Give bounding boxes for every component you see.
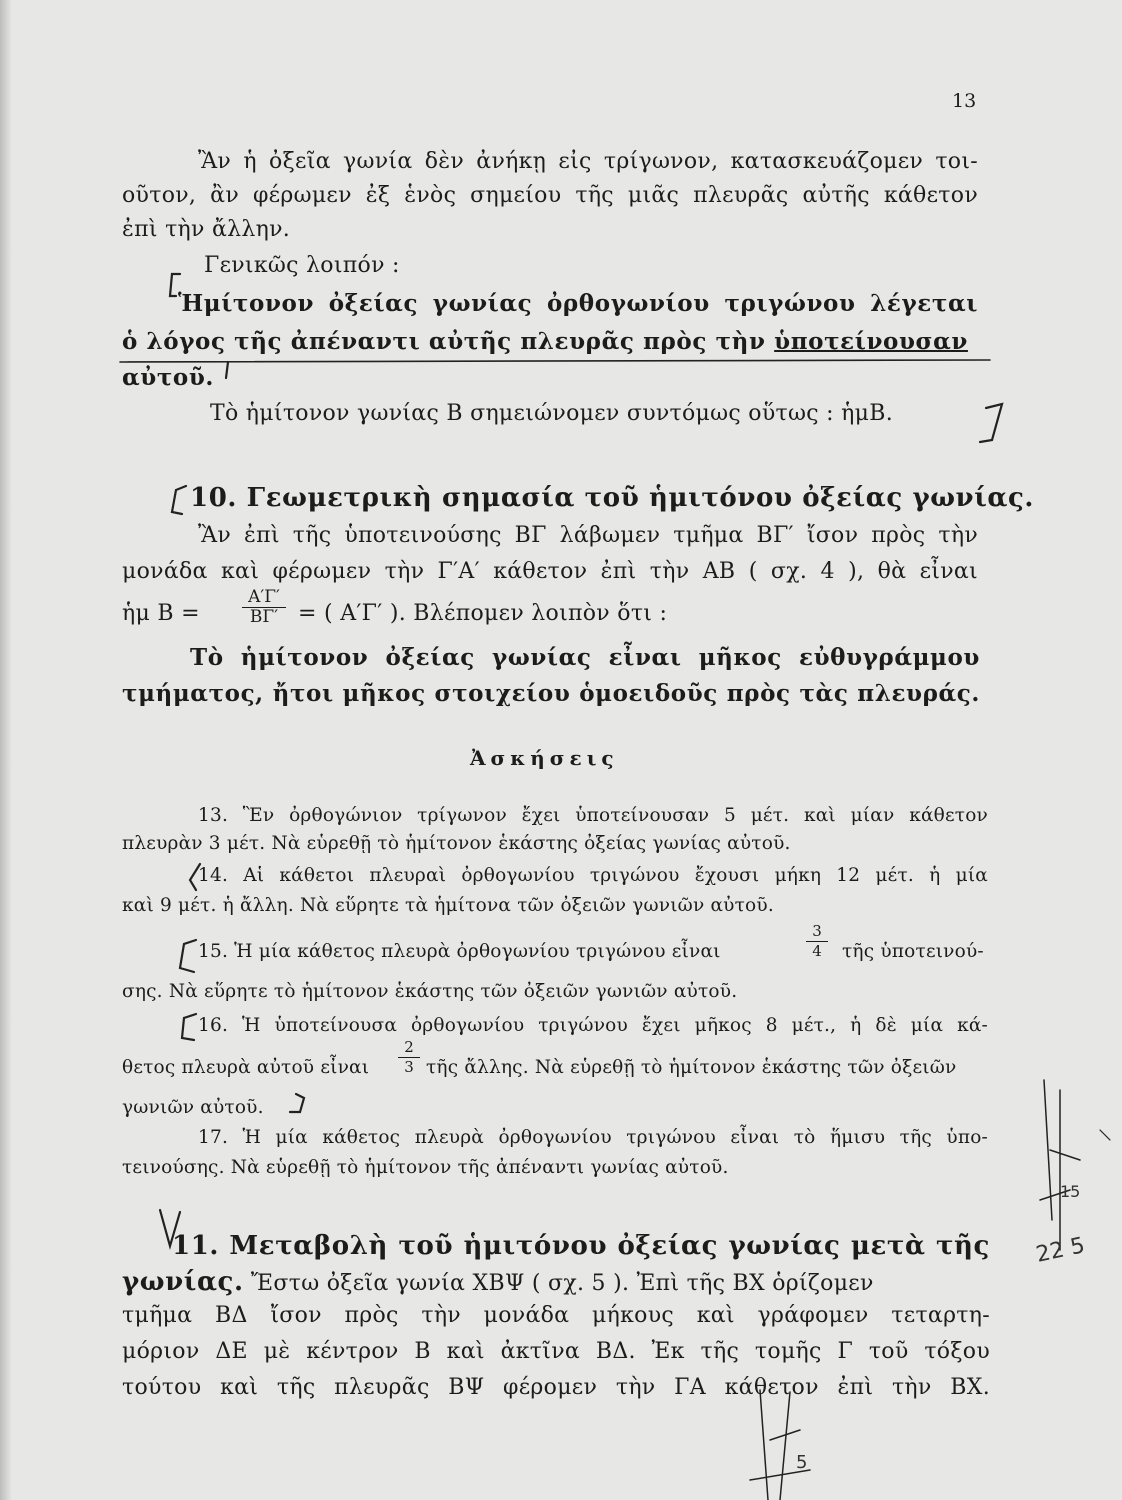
definition-line-2-text: ὁ λόγος τῆς ἀπέναντι αὐτῆς πλευρᾶς πρὸς τὴν [122,328,775,355]
exercise-16-line-2-end: τῆς ἄλλης. Νὰ εὑρεθῇ τὸ ἡμίτονον ἑκάστης τῶν ὀξειῶν [426,1057,957,1078]
bracket-mark-ex16-end [290,1094,304,1112]
notation-line: Τὸ ἡμίτονον γωνίας Β σημειώνομεν συντόμως οὕτως : ἡμΒ. [210,401,893,426]
scribble-right-margin [1040,1080,1080,1250]
intro-line-1: Ἂν ἡ ὀξεῖα γωνία δὲν ἀνήκῃ εἰς τρίγωνον, κατασκευάζομεν τοι- [198,149,978,174]
exercise-14-line-1: 14. Αἱ κάθετοι πλευραὶ ὀρθογωνίου τριγώνου ἔχουσι μήκη 12 μέτ. ἡ μία [198,865,988,886]
bracket-mark-ex14 [190,864,200,890]
exercise-13-line-1: 13. Ἓν ὀρθογώνιον τρίγωνον ἔχει ὑποτείνουσαν 5 μέτ. καὶ μίαν κάθετον [198,805,988,826]
underline-mark-definition [120,360,990,362]
scribble-bottom [750,1390,810,1500]
section-10-line-2: μονάδα καὶ φέρωμεν τὴν Γ′Α′ κάθετον ἐπὶ τὴν ΑΒ ( σχ. 4 ), θὰ εἶναι [122,559,978,584]
intro-line-3: ἐπὶ τὴν ἄλλην. [122,217,291,242]
section-11-line-2: τμῆμα ΒΔ ἴσον πρὸς τὴν μονάδα μήκους καὶ γράφομεν τεταρτη- [122,1303,990,1328]
margin-note-22-5: 22 5 [1033,1233,1088,1268]
ex15-denominator: 4 [812,942,822,960]
exercise-13-line-2: πλευρὰν 3 μέτ. Νὰ εὑρεθῇ τὸ ἡμίτονον ἑκάστης ὀξείας γωνίας αὐτοῦ. [122,833,791,854]
bracket-mark-definition [170,274,180,296]
bracket-mark-section-10 [172,486,186,514]
fraction-numerator: Α′Γ′ [248,587,280,607]
definition-line-3: αὐτοῦ. [122,364,215,391]
section-11-line-1-text: Ἔστω ὀξεῖα γωνία ΧΒΨ ( σχ. 5 ). Ἐπὶ τῆς ΒΧ ὁρίζομεν [243,1271,874,1296]
section-10-bold-line-2: τμήματος, ἤτοι μῆκος στοιχείου ὁμοειδοῦς πρὸς τὰς πλευράς. [122,680,980,707]
check-mark-section-11 [160,1210,180,1246]
exercise-15-line-1-end: τῆς ὑποτεινού- [842,941,984,962]
margin-note-5: 5 [796,1452,808,1473]
exercise-16-line-1: 16. Ἡ ὑποτείνουσα ὀρθογωνίου τριγώνου ἔχει μῆκος 8 μέτ., ἡ δὲ μία κά- [198,1015,988,1036]
section-10-line-1: Ἂν ἐπὶ τῆς ὑποτεινούσης ΒΓ λάβωμεν τμῆμα ΒΓ′ ἴσον πρὸς τὴν [198,523,978,548]
margin-note-15: 15 [1060,1182,1081,1201]
exercise-17-line-2: τεινούσης. Νὰ εὑρεθῇ τὸ ἡμίτονον τῆς ἀπέναντι γωνίας αὐτοῦ. [122,1157,729,1178]
intro-line-2: οῦτον, ἂν φέρωμεν ἐξ ἑνὸς σημείου τῆς μιᾶς πλευρᾶς αὐτῆς κάθετον [122,183,978,208]
exercises-title: Ἀσκήσεις [470,746,619,770]
page-number: 13 [952,90,977,112]
formula-lhs: ἡμ Β = [122,601,200,626]
exercise-15-line-1: 15. Ἡ μία κάθετος πλευρὰ ὀρθογωνίου τριγώνου εἶναι [198,941,721,962]
ex16-numerator: 2 [404,1038,414,1056]
formula-rhs: = ( Α′Γ′ ). Βλέπομεν λοιπὸν ὅτι : [298,601,668,626]
generally-line: Γενικῶς λοιπόν : [204,253,400,278]
section-10-heading: 10. Γεωμετρικὴ σημασία τοῦ ἡμιτόνου ὀξείας γωνίας. [190,483,1035,513]
scribble-mark-small [1100,1130,1110,1140]
exercise-16-line-3: γωνιῶν αὐτοῦ. [122,1097,264,1118]
exercise-15-line-2: σης. Νὰ εὕρητε τὸ ἡμίτονον ἑκάστης τῶν ὀξειῶν γωνιῶν αὐτοῦ. [122,981,738,1002]
section-11-heading-end: γωνίας. [122,1267,244,1297]
exercise-17-line-1: 17. Ἡ μία κάθετος πλευρὰ ὀρθογωνίου τριγώνου εἶναι τὸ ἥμισυ τῆς ὑπο- [198,1127,988,1148]
closing-mark-definition [226,362,228,378]
section-10-bold-line-1: Τὸ ἡμίτονον ὀξείας γωνίας εἶναι μῆκος εὐθυγράμμου [190,644,980,671]
bracket-mark-notation [980,404,1002,442]
definition-underlined-word: ὑποτείνουσαν [774,328,968,355]
exercise-14-line-2: καὶ 9 μέτ. ἡ ἄλλη. Νὰ εὕρητε τὰ ἡμίτονα τῶν ὀξειῶν γωνιῶν αὐτοῦ. [122,895,774,916]
definition-line-1: Ἡμίτονον ὀξείας γωνίας ὀρθογωνίου τριγώνου λέγεται [178,290,978,317]
section-11-line-3: μόριον ΔΕ μὲ κέντρον Β καὶ ἀκτῖνα ΒΔ. Ἐκ τῆς τομῆς Γ τοῦ τόξου [122,1339,990,1364]
bracket-mark-ex16 [182,1014,196,1040]
section-11-line-4: τούτου καὶ τῆς πλευρᾶς ΒΨ φέρομεν τὴν ΓΑ κάθετον ἐπὶ τὴν ΒΧ. [122,1375,990,1400]
ex15-numerator: 3 [812,922,822,940]
bracket-mark-ex15 [180,940,196,972]
ex16-denominator: 3 [404,1058,414,1076]
section-11-heading: 11. Μεταβολὴ τοῦ ἡμιτόνου ὀξείας γωνίας μετὰ τῆς [172,1231,990,1261]
fraction-denominator: ΒΓ′ [249,607,279,627]
exercise-16-line-2-start: θετος πλευρὰ αὐτοῦ εἶναι [122,1057,370,1078]
